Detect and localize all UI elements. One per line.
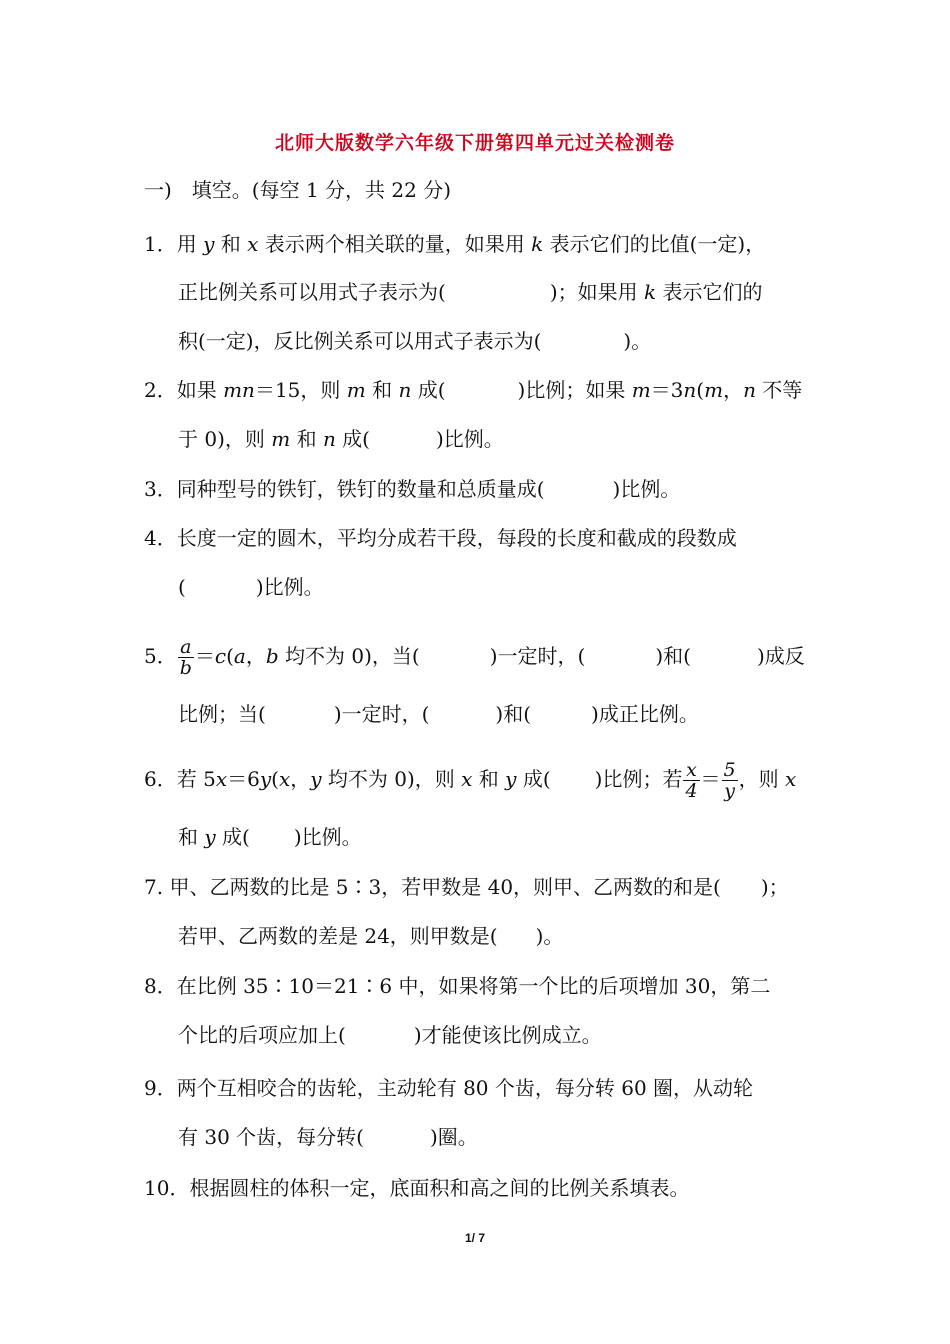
- question-5-line-1: 5． $\frac{a}{b}$ ＝c(a，b 均不为 0)，当( )一定时，( )和( )成反: [144, 636, 805, 679]
- question-1-line-1: 1．用 y 和 x 表示两个相关联的量，如果用 k 表示它们的比值(一定)，: [144, 232, 766, 256]
- question-6-line-2: 和 y 成( )比例。: [178, 825, 362, 849]
- question-1-line-3: 积(一定)，反比例关系可以用式子表示为( )。: [178, 329, 652, 353]
- section-heading: 一) 填空。(每空 1 分，共 22 分): [144, 178, 452, 202]
- question-6-line-1: 6．若 5x＝6y(x，y 均不为 0)，则 x 和 y 成( )比例；若 $\frac{x}{4}$ ＝ $\frac{5}{y}$ ，则 x: [144, 759, 797, 802]
- question-10-line-1: 10．根据圆柱的体积一定，底面积和高之间的比例关系填表。: [144, 1176, 690, 1200]
- fraction: $\frac{a}{b}$: [179, 636, 192, 679]
- question-2-line-1: 2．如果 mn＝15，则 m 和 n 成( )比例；如果 m＝3n(m，n 不等: [144, 378, 803, 402]
- fraction: $\frac{x}{4}$: [685, 759, 698, 802]
- question-7-line-1: 7. 甲、乙两数的比是 5∶3，若甲数是 40，则甲、乙两数的和是( )；: [144, 875, 789, 899]
- fraction: $\frac{5}{y}$: [723, 759, 736, 802]
- question-7-line-2: 若甲、乙两数的差是 24，则甲数是( )。: [178, 924, 564, 948]
- question-4-line-2: ( )比例。: [178, 575, 324, 599]
- question-8-line-1: 8．在比例 35∶10＝21∶6 中，如果将第一个比的后项增加 30，第二: [144, 974, 771, 998]
- question-5-line-2: 比例；当( )一定时，( )和( )成正比例。: [178, 702, 699, 726]
- question-1-line-2: 正比例关系可以用式子表示为( )；如果用 k 表示它们的: [178, 280, 763, 304]
- page-number: 1/ 7: [464, 1231, 485, 1245]
- question-2-line-2: 于 0)，则 m 和 n 成( )比例。: [178, 427, 504, 451]
- document-title: 北师大版数学六年级下册第四单元过关检测卷: [274, 132, 675, 154]
- question-3-line-1: 3．同种型号的铁钉，铁钉的数量和总质量成( )比例。: [144, 477, 681, 501]
- question-8-line-2: 个比的后项应加上( )才能使该比例成立。: [178, 1023, 602, 1047]
- question-9-line-2: 有 30 个齿，每分转( )圈。: [178, 1125, 478, 1149]
- question-9-line-1: 9．两个互相咬合的齿轮，主动轮有 80 个齿，每分转 60 圈，从动轮: [144, 1076, 754, 1100]
- question-4-line-1: 4．长度一定的圆木，平均分成若干段，每段的长度和截成的段数成: [144, 526, 737, 550]
